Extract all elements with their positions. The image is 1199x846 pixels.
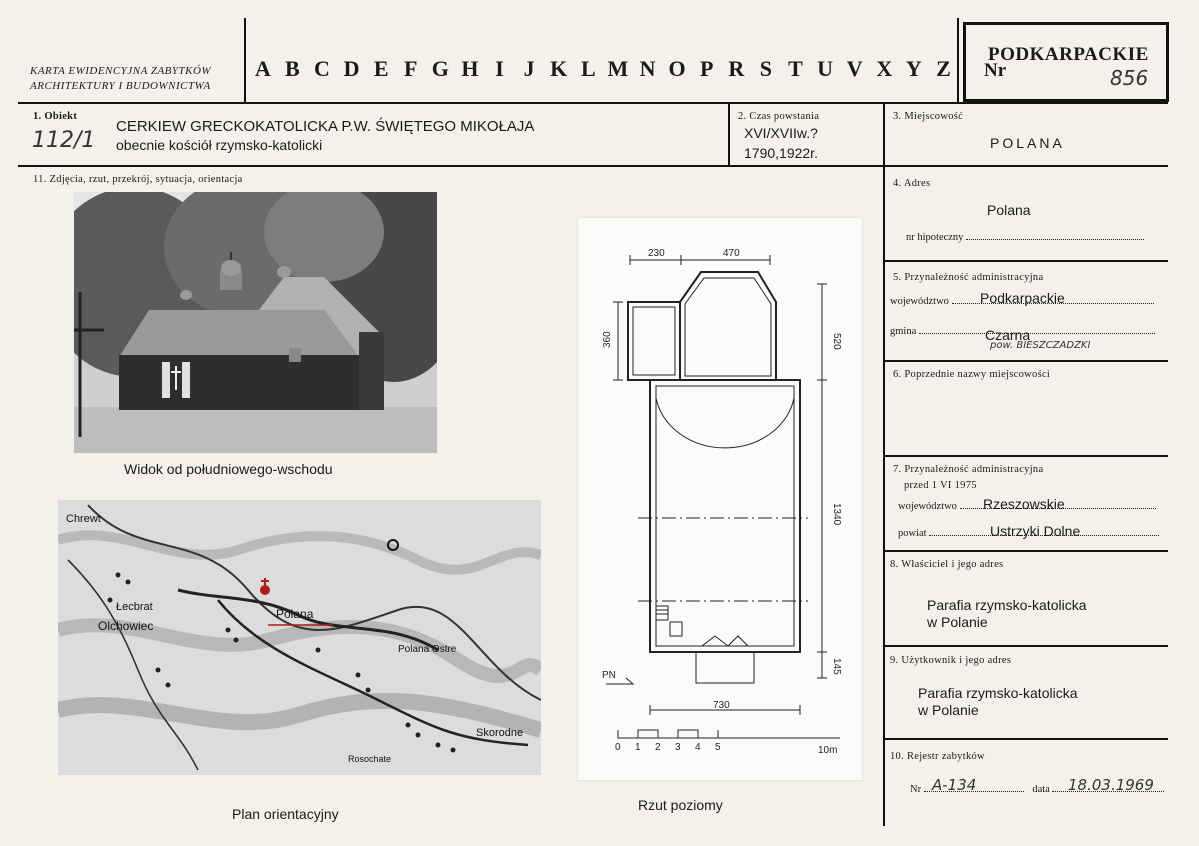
map-label-lecbrat: Łecbrat <box>116 601 153 613</box>
registry-nr-label: Nr <box>910 784 922 795</box>
alphabet-letter: K <box>550 56 568 81</box>
alphabet-letter: O <box>668 56 686 81</box>
alphabet-letter: S <box>759 56 773 81</box>
card-title-line2: ARCHITEKTURY I BUDOWNICTWA <box>30 80 211 92</box>
user-label: 9. Użytkownik i jego adres <box>890 655 1012 666</box>
photo-caption: Widok od południowego-wschodu <box>124 461 333 477</box>
admin-commune-value: Czarna <box>985 327 1031 343</box>
dim-top-right: 470 <box>723 248 740 259</box>
map-label-skorodne: Skorodne <box>476 727 524 739</box>
locality-value: POLANA <box>990 135 1065 151</box>
object-name: CERKIEW GRECKOKATOLICKA P.W. ŚWIĘTEGO MIKOŁAJA <box>116 118 535 135</box>
map-label-rosochate: Rosochate <box>348 754 392 764</box>
rule-after-owner <box>885 645 1168 647</box>
registry-date-value: 18.03.1969 <box>1068 776 1154 794</box>
rule-after-user <box>885 738 1168 740</box>
admin-voivodeship-label: województwo <box>890 296 949 307</box>
map-label-polana-ostre: Polana Ostre <box>398 644 457 655</box>
user-line2: w Polanie <box>918 702 979 718</box>
alphabet-letter: I <box>495 56 504 81</box>
alphabet-letter: T <box>788 56 803 81</box>
previous-names-label: 6. Poprzednie nazwy miejscowości <box>893 369 1051 380</box>
map-label-polana: Polana <box>276 607 314 621</box>
north-label: PN <box>602 670 616 681</box>
alphabet-letter: L <box>580 56 596 81</box>
region-name: PODKARPACKIE <box>988 44 1149 65</box>
date-label: 2. Czas powstania <box>738 111 820 122</box>
admin-voivodeship-value: Podkarpackie <box>980 290 1065 306</box>
scale-4: 4 <box>695 742 701 753</box>
alphabet-letter: U <box>817 56 834 81</box>
registry-date-label: data <box>1032 784 1050 795</box>
alphabet-letter: M <box>607 56 629 81</box>
scale-2: 2 <box>655 742 661 753</box>
date-century: XVI/XVIIw.? <box>744 125 818 141</box>
alphabet-index <box>248 56 958 82</box>
scale-5: 5 <box>715 742 721 753</box>
owner-line1: Parafia rzymsko-katolicka <box>927 597 1087 613</box>
dim-right-bottom: 145 <box>831 658 842 675</box>
map-label-olchowiec: Olchowiec <box>98 619 154 633</box>
alphabet-letter: B <box>285 56 300 81</box>
scale-1: 1 <box>635 742 641 753</box>
scale-unit: 10m <box>818 745 838 756</box>
alphabet-letter: D <box>343 56 360 81</box>
church-photo-image <box>74 192 437 453</box>
right-column-divider <box>883 104 885 826</box>
scale-3: 3 <box>675 742 681 753</box>
owner-line2: w Polanie <box>927 614 988 630</box>
alphabet-letter: Y <box>905 56 922 81</box>
dim-right-mid: 1340 <box>831 503 842 526</box>
alphabet-letter: J <box>523 56 535 81</box>
alphabet-letter: V <box>846 56 863 81</box>
locality-label: 3. Miejscowość <box>893 111 964 122</box>
dim-bottom: 730 <box>713 700 730 711</box>
alphabet-letter: H <box>461 56 479 81</box>
rule-after-address <box>885 260 1168 262</box>
map-label-chrewt: Chrewt <box>66 513 101 525</box>
admin-1975-voivodeship-value: Rzeszowskie <box>983 496 1065 512</box>
alphabet-letter: G <box>431 56 449 81</box>
scale-0: 0 <box>615 742 621 753</box>
photos-section-label: 11. Zdjęcia, rzut, przekrój, sytuacja, orientacja <box>33 174 243 185</box>
date-left-divider <box>728 104 730 166</box>
admin-1975-district-label: powiat <box>898 528 927 539</box>
alphabet-letter: A <box>254 56 271 81</box>
nr-label: Nr <box>984 60 1007 81</box>
registry-nr-value: A-134 <box>932 776 977 794</box>
alphabet-letter: F <box>404 56 418 81</box>
floor-plan-drawing <box>578 218 862 780</box>
nr-value: 856 <box>1110 66 1149 90</box>
admin-1975-sublabel: przed 1 VI 1975 <box>904 480 977 491</box>
admin-1975-label: 7. Przynależność administracyjna <box>893 464 1044 475</box>
dim-right-top: 520 <box>831 333 842 350</box>
object-current-use: obecnie kościół rzymsko-katolicki <box>116 137 323 153</box>
rule-after-admin-1975 <box>885 550 1168 552</box>
mortgage-label: nr hipoteczny <box>906 232 964 243</box>
header-bottom-rule <box>18 102 1168 104</box>
card-title-line1: KARTA EWIDENCYJNA ZABYTKÓW <box>30 65 212 77</box>
alphabet-letter: R <box>728 56 745 81</box>
alphabet-letter: C <box>314 56 330 81</box>
rule-after-admin <box>885 360 1168 362</box>
admin-1975-district-value: Ustrzyki Dolne <box>990 523 1081 539</box>
admin-commune-note: pow. BIESZCZADZKI <box>990 340 1091 351</box>
church-photo <box>74 192 437 453</box>
registry-label: 10. Rejestr zabytków <box>890 751 985 762</box>
user-line1: Parafia rzymsko-katolicka <box>918 685 1078 701</box>
plan-caption: Rzut poziomy <box>638 797 723 813</box>
map-caption: Plan orientacyjny <box>232 806 339 822</box>
mortgage-field <box>966 239 1144 240</box>
address-value: Polana <box>987 202 1031 218</box>
alphabet-letter: P <box>699 56 714 81</box>
admin-commune-label: gmina <box>890 326 917 337</box>
alphabet-letter: E <box>373 56 389 81</box>
alphabet-letter: X <box>876 56 893 81</box>
floor-plan-sheet <box>578 218 862 780</box>
rule-after-previous-names <box>885 455 1168 457</box>
address-label: 4. Adres <box>893 178 931 189</box>
mortgage-row <box>906 232 1144 243</box>
header-divider <box>244 18 246 104</box>
row1-bottom-rule <box>18 165 1168 167</box>
alphabet-letter: Z <box>936 56 951 81</box>
topographic-map-image <box>58 500 541 775</box>
object-label: 1. Obiekt <box>33 111 78 122</box>
date-years: 1790,1922r. <box>744 145 818 161</box>
owner-label: 8. Właściciel i jego adres <box>890 559 1004 570</box>
admin-commune-field <box>919 333 1155 334</box>
card-title <box>30 64 211 94</box>
dim-top-left: 230 <box>648 248 665 259</box>
admin-label: 5. Przynależność administracyjna <box>893 272 1044 283</box>
orientation-map <box>58 500 541 775</box>
alphabet-letter: N <box>639 56 656 81</box>
admin-1975-voivodeship-label: województwo <box>898 501 957 512</box>
object-number: 112/1 <box>32 128 96 153</box>
dim-left: 360 <box>602 331 613 348</box>
